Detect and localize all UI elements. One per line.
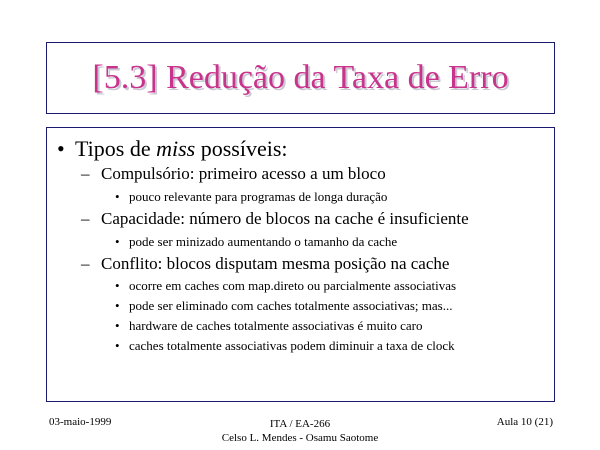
bullet-marker: •	[115, 318, 120, 333]
list-item	[115, 235, 397, 248]
title-box	[46, 42, 555, 114]
list-item	[115, 319, 422, 332]
category-label: Capacidade: número de blocos na cache é insuficiente	[101, 209, 469, 228]
slide-title: [5.3] Redução da Taxa de Erro	[92, 59, 509, 96]
footer-date: 03-maio-1999	[49, 416, 112, 428]
main-bullet-emphasis: miss	[156, 136, 196, 161]
bullet-marker: •	[115, 338, 120, 353]
dash-marker: –	[81, 209, 90, 228]
bullet-marker: •	[115, 278, 120, 293]
list-item-text: ocorre em caches com map.direto ou parcialmente associativas	[129, 278, 457, 293]
category-conflict	[81, 255, 449, 272]
list-item	[115, 279, 456, 292]
bullet-marker: •	[115, 298, 120, 313]
footer-lesson: Aula 10 (21)	[496, 416, 553, 428]
list-item	[115, 299, 452, 312]
list-item-text: pode ser eliminado com caches totalmente associativas; mas...	[129, 298, 453, 313]
dash-marker: –	[81, 164, 90, 183]
main-bullet-prefix: Tipos de	[75, 136, 157, 161]
category-label: Conflito: blocos disputam mesma posição na cache	[101, 254, 450, 273]
category-label: Compulsório: primeiro acesso a um bloco	[101, 164, 386, 183]
main-bullet	[57, 138, 288, 160]
footer-authors: Celso L. Mendes - Osamu Saotome	[221, 432, 379, 444]
list-item	[115, 339, 455, 352]
dash-marker: –	[81, 254, 90, 273]
footer-course: ITA / EA-266	[269, 418, 331, 430]
list-item-text: pouco relevante para programas de longa duração	[129, 189, 388, 204]
list-item	[115, 190, 387, 203]
list-item-text: caches totalmente associativas podem diminuir a taxa de clock	[129, 338, 455, 353]
bullet-marker: •	[115, 234, 120, 249]
content-box	[46, 127, 555, 402]
bullet-marker: •	[57, 136, 65, 161]
main-bullet-suffix: possíveis:	[195, 136, 288, 161]
category-capacity	[81, 210, 469, 227]
bullet-marker: •	[115, 189, 120, 204]
category-compulsory	[81, 165, 386, 182]
list-item-text: pode ser minizado aumentando o tamanho da cache	[129, 234, 398, 249]
list-item-text: hardware de caches totalmente associativas é muito caro	[129, 318, 423, 333]
